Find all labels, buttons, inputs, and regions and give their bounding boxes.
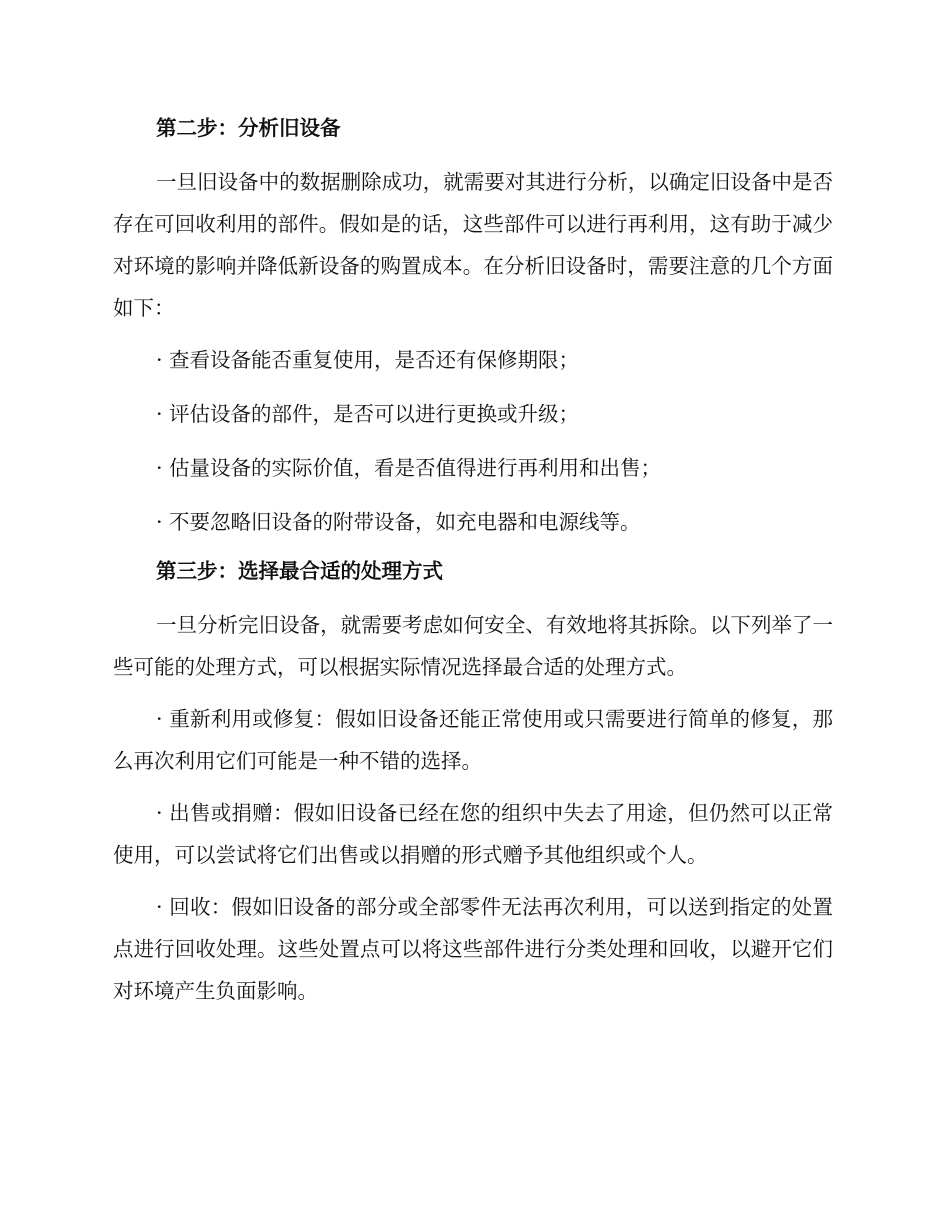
paragraph-step2-intro: 一旦旧设备中的数据删除成功，就需要对其进行分析，以确定旧设备中是否存在可回收利用的部件。假如是的话，这些部件可以进行再利用，这有助于减少对环境的影响并降低新设备的购置成本。在分析旧设备时，需要注意的几个方面如下： [113,170,833,320]
bullet-item: · 评估设备的部件，是否可以进行更换或升级； [156,402,580,426]
bullet-paragraph: · 出售或捐赠：假如旧设备已经在您的组织中失去了用途，但仍然可以正常使用，可以尝试将它们出售或以捐赠的形式赠予其他组织或个人。 [113,801,833,867]
bullet-item: · 估量设备的实际价值，看是否值得进行再利用和出售； [156,456,662,480]
document-body [113,112,833,1022]
bullet-item: · 不要忽略旧设备的附带设备，如充电器和电源线等。 [156,510,641,534]
bullet-paragraph: · 回收：假如旧设备的部分或全部零件无法再次利用，可以送到指定的处置点进行回收处理。这些处置点可以将这些部件进行分类处理和回收，以避开它们对环境产生负面影响。 [113,895,833,1003]
bullet-item: · 查看设备能否重复使用，是否还有保修期限； [156,348,580,372]
paragraph-step3-intro: 一旦分析完旧设备，就需要考虑如何安全、有效地将其拆除。以下列举了一些可能的处理方式，可以根据实际情况选择最合适的处理方式。 [113,613,833,679]
section-heading-step2: 第二步：分析旧设备 [156,116,341,140]
bullet-paragraph: · 重新利用或修复：假如旧设备还能正常使用或只需要进行简单的修复，那么再次利用它们可能是一种不错的选择。 [113,707,833,773]
section-heading-step3: 第三步：选择最合适的处理方式 [156,559,443,583]
